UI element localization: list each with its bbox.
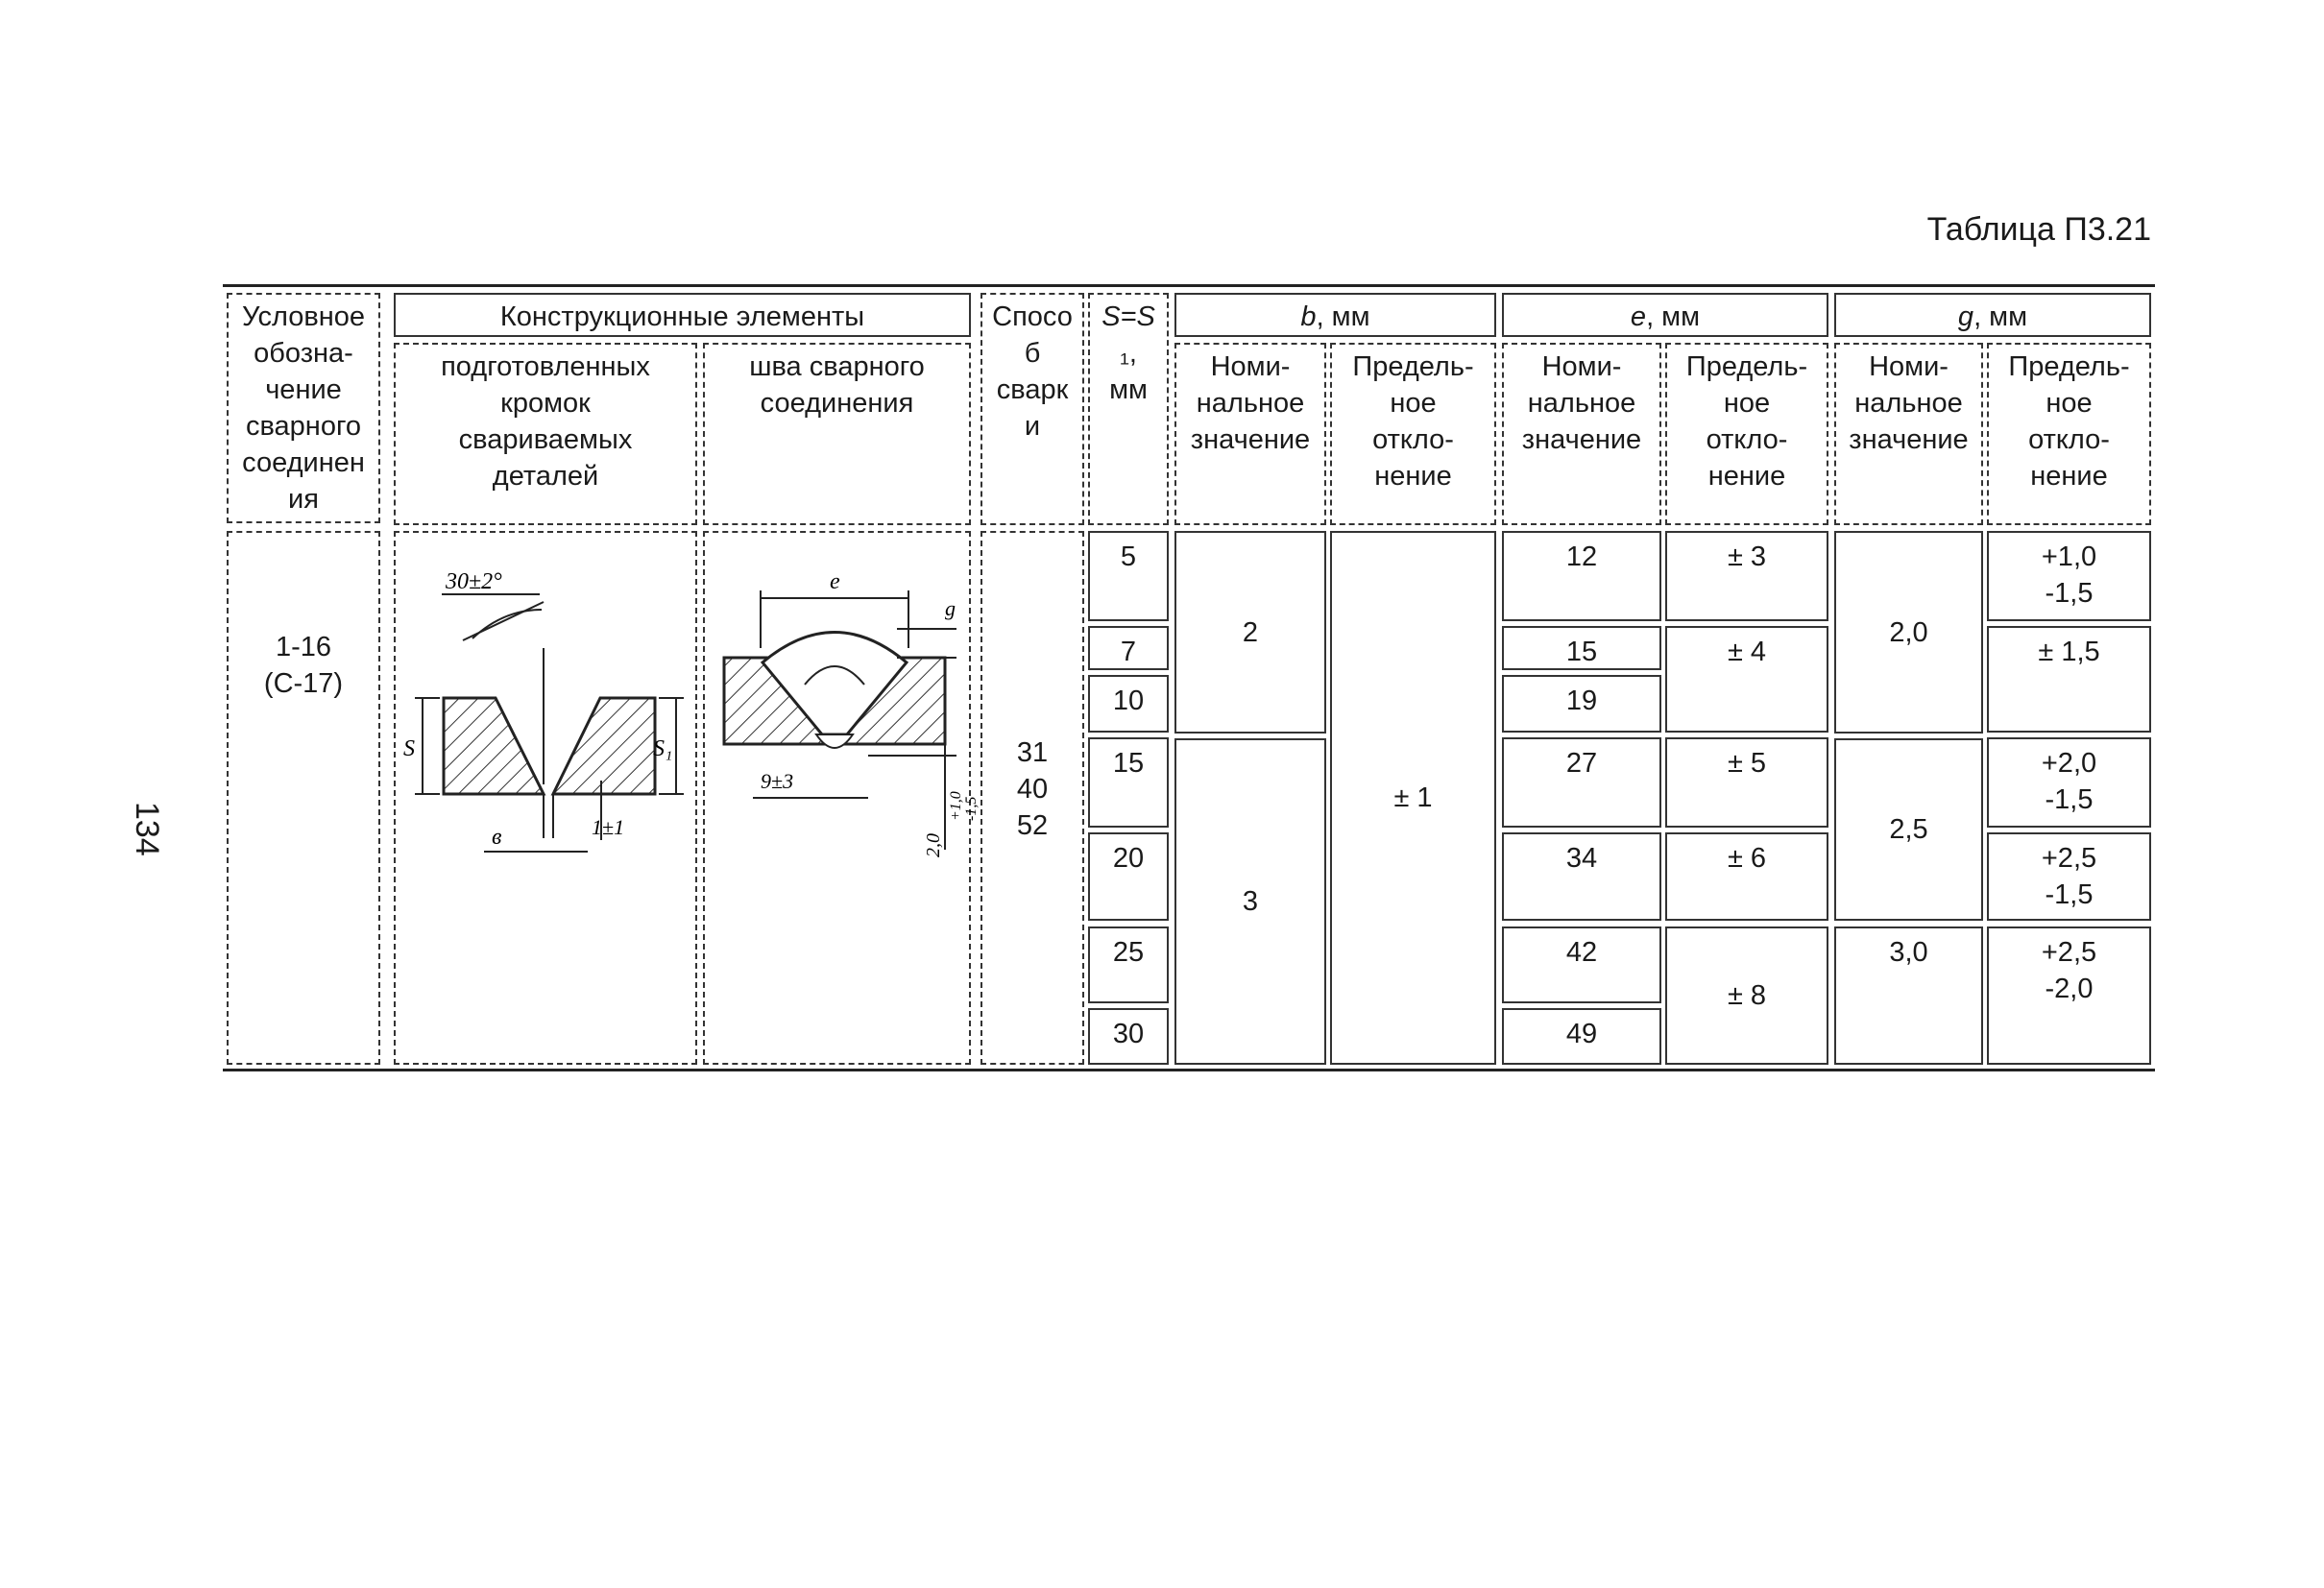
- thickness-cell: 20: [1088, 832, 1169, 921]
- g-nominal-cell: 2,5: [1834, 738, 1983, 921]
- edge-s1-label: S₁: [653, 736, 673, 761]
- seam-back-label: 9±3: [761, 769, 794, 793]
- header-g-symbol: g: [1957, 301, 1974, 332]
- method-values: 31 40 52: [980, 531, 1084, 1065]
- e-nominal-cell: 49: [1502, 1008, 1661, 1065]
- header-b-deviation: Предель- ное откло- нение: [1330, 343, 1496, 525]
- table-title: Таблица П3.21: [1926, 211, 2151, 248]
- header-e-nominal: Номи- нальное значение: [1502, 343, 1661, 525]
- edge-root-label: 1±1: [592, 815, 625, 839]
- header-prepared-edges: подготовленных кромок свариваемых деталей: [394, 343, 697, 525]
- e-nominal-cell: 15: [1502, 626, 1661, 670]
- e-nominal-cell: 34: [1502, 832, 1661, 921]
- edge-angle-label: 30±2°: [446, 569, 502, 594]
- header-b-unit: , мм: [1316, 301, 1370, 332]
- header-thickness-symbol: S=S: [1101, 301, 1155, 332]
- prepared-edges-sketch: [396, 533, 695, 917]
- thickness-cell: 10: [1088, 675, 1169, 733]
- g-deviation-cell: +2,5 -2,0: [1987, 926, 2151, 1065]
- e-deviation-cell: ± 8: [1665, 926, 1828, 1065]
- left-plate: [444, 698, 544, 794]
- header-b-symbol: b: [1300, 301, 1317, 332]
- thickness-cell: 5: [1088, 531, 1169, 621]
- thickness-cell: 15: [1088, 737, 1169, 828]
- b-nominal-cell: 2: [1174, 531, 1326, 734]
- seam-e-label: e: [830, 569, 840, 594]
- designation-value: 1-16 (С-17): [227, 531, 380, 1065]
- header-b: [1174, 293, 1496, 337]
- e-nominal-cell: 27: [1502, 737, 1661, 828]
- header-g-nominal: Номи- нальное значение: [1834, 343, 1983, 525]
- header-g: [1834, 293, 2151, 337]
- header-thickness: [1088, 293, 1169, 525]
- g-deviation-cell: +2,0 -1,5: [1987, 737, 2151, 828]
- seam-back-height-label: 2,0: [923, 833, 944, 857]
- weld-seam-sketch: [705, 533, 980, 917]
- page-number: 134: [129, 802, 165, 856]
- right-plate: [553, 698, 655, 794]
- e-deviation-cell: ± 3: [1665, 531, 1828, 621]
- edge-s-label: S: [403, 736, 415, 761]
- seam-back-height-tol: +1,0-1,5: [948, 791, 980, 821]
- thickness-cell: 30: [1088, 1008, 1169, 1065]
- header-g-deviation: Предель- ное откло- нение: [1987, 343, 2151, 525]
- e-deviation-cell: ± 4: [1665, 626, 1828, 733]
- header-weld-seam: шва сварного соединения: [703, 343, 971, 525]
- e-deviation-cell: ± 5: [1665, 737, 1828, 828]
- e-nominal-cell: 12: [1502, 531, 1661, 621]
- header-b-nominal: Номи- нальное значение: [1174, 343, 1326, 525]
- e-nominal-cell: 19: [1502, 675, 1661, 733]
- header-e-deviation: Предель- ное откло- нение: [1665, 343, 1828, 525]
- b-nominal-cell: 3: [1174, 738, 1326, 1065]
- g-deviation-cell: +1,0 -1,5: [1987, 531, 2151, 621]
- header-method: Спосо б сварк и: [980, 293, 1084, 525]
- e-nominal-cell: 42: [1502, 926, 1661, 1003]
- header-g-unit: , мм: [1973, 301, 2028, 332]
- thickness-cell: 25: [1088, 926, 1169, 1003]
- g-deviation-cell: ± 1,5: [1987, 626, 2151, 733]
- table-p3-21: [223, 284, 2155, 1071]
- seam-root: [816, 734, 853, 748]
- weld-seam-sketch-cell: [703, 531, 980, 1065]
- g-nominal-cell: 3,0: [1834, 926, 1983, 1065]
- g-nominal-cell: 2,0: [1834, 531, 1983, 734]
- g-deviation-cell: +2,5 -1,5: [1987, 832, 2151, 921]
- edge-b-label: в: [492, 825, 502, 850]
- header-designation: Условное обозна- чение сварного соединен ия: [227, 293, 380, 523]
- seam-g-label: g: [945, 596, 956, 620]
- header-e: [1502, 293, 1828, 337]
- header-structural-elements: Конструкционные элементы: [394, 293, 971, 337]
- header-thickness-unit: ₁, мм: [1109, 338, 1148, 405]
- header-e-symbol: e: [1630, 301, 1647, 332]
- e-deviation-cell: ± 6: [1665, 832, 1828, 921]
- prepared-edges-sketch-cell: [394, 531, 697, 1065]
- b-deviation-cell: ± 1: [1330, 531, 1496, 1065]
- header-e-unit: , мм: [1646, 301, 1701, 332]
- thickness-cell: 7: [1088, 626, 1169, 670]
